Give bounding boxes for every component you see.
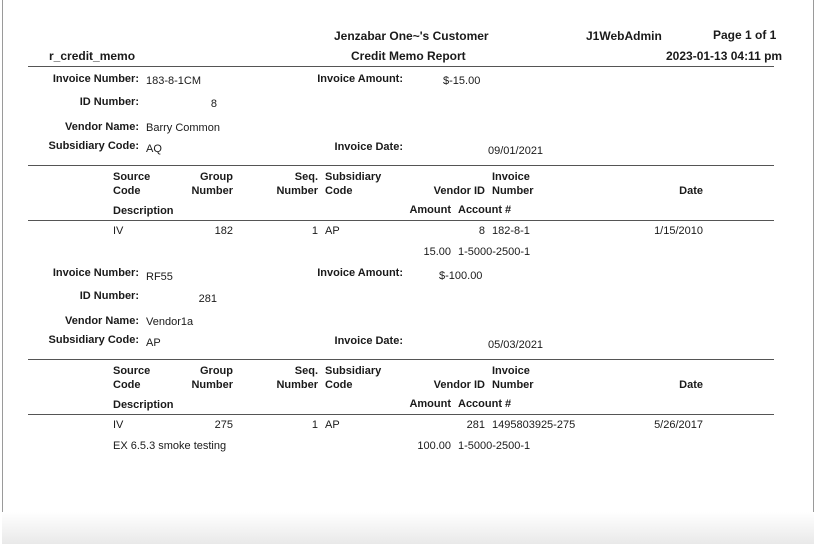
invoice-date-value: 09/01/2021 [488, 145, 544, 157]
vendor-name-label: Vendor Name: [65, 121, 139, 133]
col-code: Code [113, 185, 141, 197]
subsidiary-code-value: AQ [146, 143, 162, 155]
description-cell: EX 6.5.3 smoke testing [113, 440, 227, 452]
user-name: J1WebAdmin [586, 29, 662, 43]
id-number-label: ID Number: [79, 290, 139, 302]
vendor-name-value: Vendor1a [146, 316, 194, 328]
invoice-number-label: Invoice Number: [52, 73, 139, 85]
vendor-id-cell: 8 [478, 225, 485, 237]
vendor-name-value: Barry Common [146, 122, 220, 134]
page-indicator: Page 1 of 1 [713, 28, 777, 42]
group-number-cell: 182 [214, 225, 233, 237]
amount-cell: 100.00 [417, 440, 451, 452]
col-group-number: Number [191, 379, 233, 391]
source-code-cell: IV [113, 419, 124, 431]
col-seq-number: Number [276, 185, 318, 197]
id-number-value: 281 [198, 293, 217, 305]
invoice-number-cell: 182-8-1 [492, 225, 530, 237]
col-description: Description [113, 399, 174, 411]
id-number-value: 8 [210, 98, 217, 110]
subsidiary-code-label: Subsidiary Code: [48, 334, 139, 346]
vendor-name-label: Vendor Name: [65, 315, 139, 327]
col-account: Account # [458, 204, 512, 216]
col-group-number: Number [191, 185, 233, 197]
col-date: Date [679, 185, 703, 197]
record-divider [28, 165, 774, 166]
col-subsidiary: Subsidiary [325, 365, 382, 377]
seq-number-cell: 1 [311, 419, 318, 431]
company-name: Jenzabar One~'s Customer [334, 29, 489, 43]
account-cell: 1-5000-2500-1 [458, 440, 531, 452]
invoice-amount-label: Invoice Amount: [317, 267, 403, 279]
col-subsidiary-code: Code [325, 185, 353, 197]
invoice-amount-value: $-100.00 [439, 270, 483, 282]
col-seq: Seq. [294, 171, 318, 183]
invoice-number-label: Invoice Number: [52, 267, 139, 279]
col-description: Description [113, 205, 174, 217]
page-bottom-shadow [2, 512, 814, 544]
header-divider [28, 66, 774, 67]
col-date: Date [679, 379, 703, 391]
account-cell: 1-5000-2500-1 [458, 246, 531, 258]
col-amount: Amount [409, 204, 451, 216]
vendor-id-cell: 281 [466, 419, 485, 431]
date-cell: 1/15/2010 [654, 225, 703, 237]
record-divider [28, 359, 774, 360]
col-amount: Amount [409, 398, 451, 410]
col-code: Code [113, 379, 141, 391]
col-invoice: Invoice [492, 171, 530, 183]
report-id: r_credit_memo [49, 49, 136, 63]
subsidiary-code-label: Subsidiary Code: [48, 140, 139, 152]
col-invoice: Invoice [492, 365, 530, 377]
subsidiary-code-cell: AP [325, 419, 340, 431]
col-group: Group [200, 365, 233, 377]
invoice-date-value: 05/03/2021 [488, 339, 544, 351]
subsidiary-code-cell: AP [325, 225, 340, 237]
col-invoice-number: Number [492, 185, 534, 197]
invoice-number-value: 183-8-1CM [146, 75, 202, 87]
report-title: Credit Memo Report [351, 49, 466, 63]
invoice-number-value: RF55 [146, 271, 173, 283]
id-number-label: ID Number: [79, 96, 139, 108]
date-cell: 5/26/2017 [654, 419, 703, 431]
group-number-cell: 275 [214, 419, 233, 431]
col-source: Source [113, 365, 151, 377]
seq-number-cell: 1 [311, 225, 318, 237]
column-header-divider [28, 414, 774, 415]
subsidiary-code-value: AP [146, 337, 161, 349]
col-subsidiary-code: Code [325, 379, 353, 391]
column-header-divider [28, 220, 774, 221]
col-group: Group [200, 171, 233, 183]
col-subsidiary: Subsidiary [325, 171, 382, 183]
col-seq: Seq. [294, 365, 318, 377]
invoice-number-cell: 1495803925-275 [492, 419, 576, 431]
report-page [2, 0, 814, 544]
col-account: Account # [458, 398, 512, 410]
invoice-date-label: Invoice Date: [334, 335, 403, 347]
amount-cell: 15.00 [423, 246, 451, 258]
report-datetime: 2023-01-13 04:11 pm [666, 49, 783, 63]
col-vendor-id: Vendor ID [433, 185, 485, 197]
col-invoice-number: Number [492, 379, 534, 391]
source-code-cell: IV [113, 225, 124, 237]
invoice-date-label: Invoice Date: [334, 141, 403, 153]
col-source: Source [113, 171, 151, 183]
invoice-amount-label: Invoice Amount: [317, 73, 403, 85]
invoice-amount-value: $-15.00 [443, 75, 481, 87]
col-vendor-id: Vendor ID [433, 379, 485, 391]
col-seq-number: Number [276, 379, 318, 391]
